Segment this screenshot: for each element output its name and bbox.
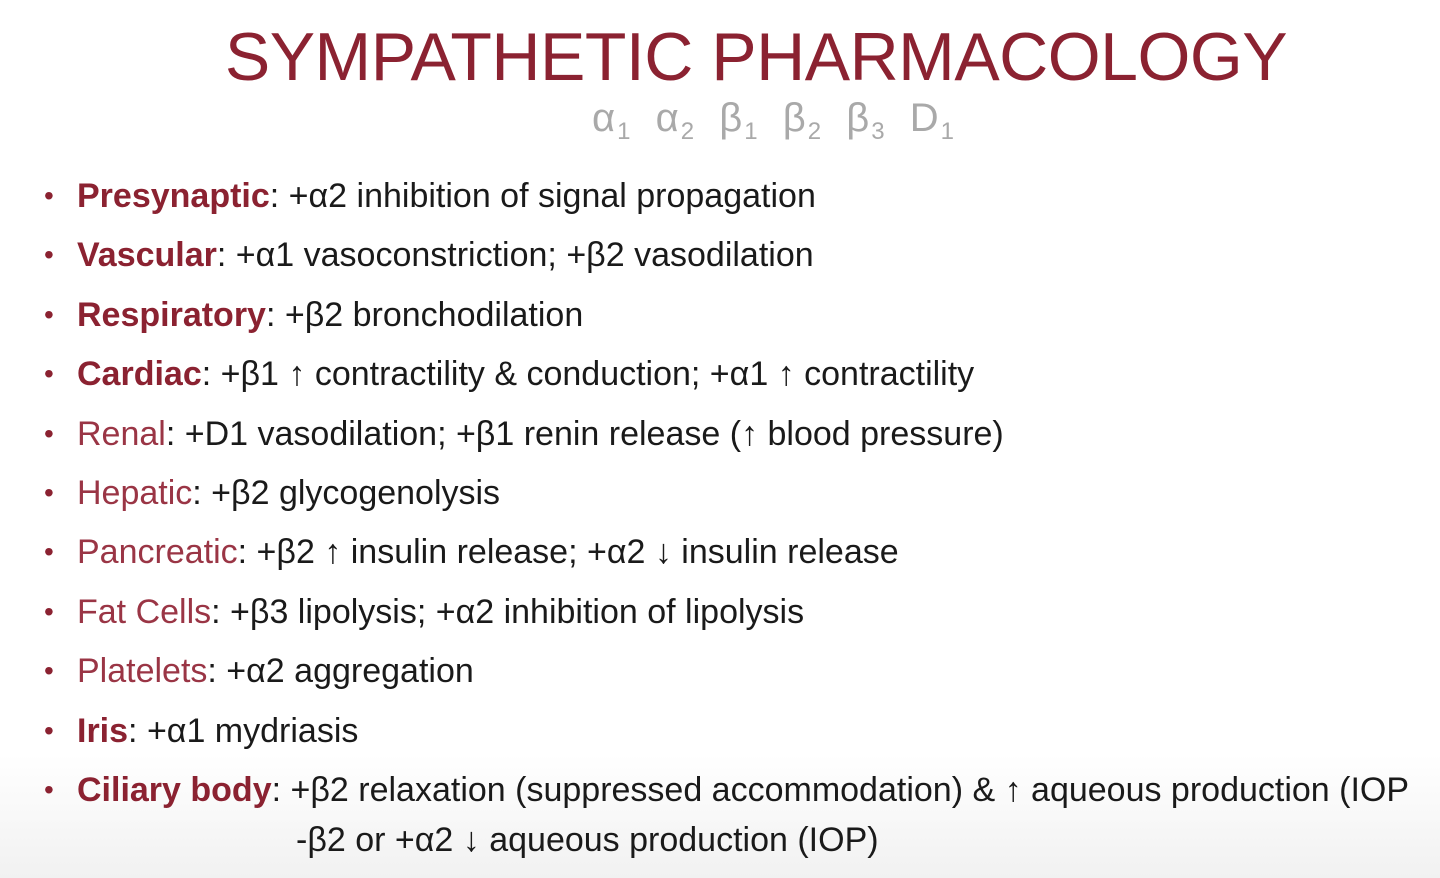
list-item-label: Ciliary body [77,770,272,809]
list-item-text [77,471,500,515]
list-item-text [77,590,804,634]
bullet-icon: • [44,655,54,687]
list-item-description: : +β2 glycogenolysis [192,473,501,512]
receptor-alpha1: $\alpha_1$ [592,96,631,145]
slide-title: SYMPATHETIC PHARMACOLOGY [224,19,1288,95]
list-item-description: : +β3 lipolysis; +α2 inhibition of lipolysis [211,592,805,631]
list-item-label: Vascular [77,236,217,275]
list-item-label: Platelets [77,652,208,691]
list-item-description: : +β2 relaxation (suppressed accommodation) & ↑ aqueous production (IOP [271,770,1410,809]
bullet-icon: • [44,476,54,508]
receptor-beta1: $\beta_1$ [719,96,758,145]
list-item-text [77,352,974,396]
bullet-icon: • [44,714,54,746]
list-item-label: Cardiac [77,355,202,394]
list-item-label: Renal [77,414,166,453]
list-item-description: : +D1 vasodilation; +β1 renin release (↑ blood pressure) [165,414,1004,453]
list-item-description: : +β2 bronchodilation [265,295,584,334]
list-item-text [77,768,1409,812]
receptor-d1: $D_1$ [909,96,954,145]
list-item-label: Respiratory [77,295,266,334]
list-item-description: : +β2 ↑ insulin release; +α2 ↓ insulin release [237,533,899,572]
list-item-label: Fat Cells [77,592,212,631]
bullet-icon: • [44,358,54,390]
bullet-icon: • [44,298,54,330]
list-item-description: : +α1 vasoconstriction; +β2 vasodilation [216,236,814,275]
list-item-text [77,233,814,277]
list-item-text [77,709,358,753]
receptor-alpha2: $\alpha_2$ [655,96,695,145]
bullet-icon: • [44,239,54,271]
list-item-text [77,649,474,693]
receptor-types [592,96,968,146]
list-item-text [77,293,583,337]
bullet-icon: • [44,773,54,805]
list-item-label: Presynaptic [77,177,270,215]
list-item-text [77,530,899,574]
list-item-label: Hepatic [77,473,193,512]
list-item-description: : +α2 aggregation [207,652,474,691]
receptor-beta2: $\beta_2$ [782,96,822,145]
bullet-icon: • [44,536,54,568]
ciliary-body-continuation: -β2 or +α2 ↓ aqueous production (IOP) [296,821,879,859]
list-item-label: Pancreatic [77,533,238,572]
receptor-beta3: $\beta_3$ [846,96,885,145]
list-item-text [77,174,816,218]
list-item-text [77,412,1004,456]
bullet-icon: • [44,180,54,211]
bullet-icon: • [44,417,54,449]
list-item-description: : +β1 ↑ contractility & conduction; +α1 ↑ contractility [201,355,975,394]
list-item-label: Iris [77,711,129,750]
bullet-icon: • [44,595,54,627]
list-item-description: : +α1 mydriasis [128,711,359,750]
list-item-description: : +α2 inhibition of signal propagation [269,177,816,215]
